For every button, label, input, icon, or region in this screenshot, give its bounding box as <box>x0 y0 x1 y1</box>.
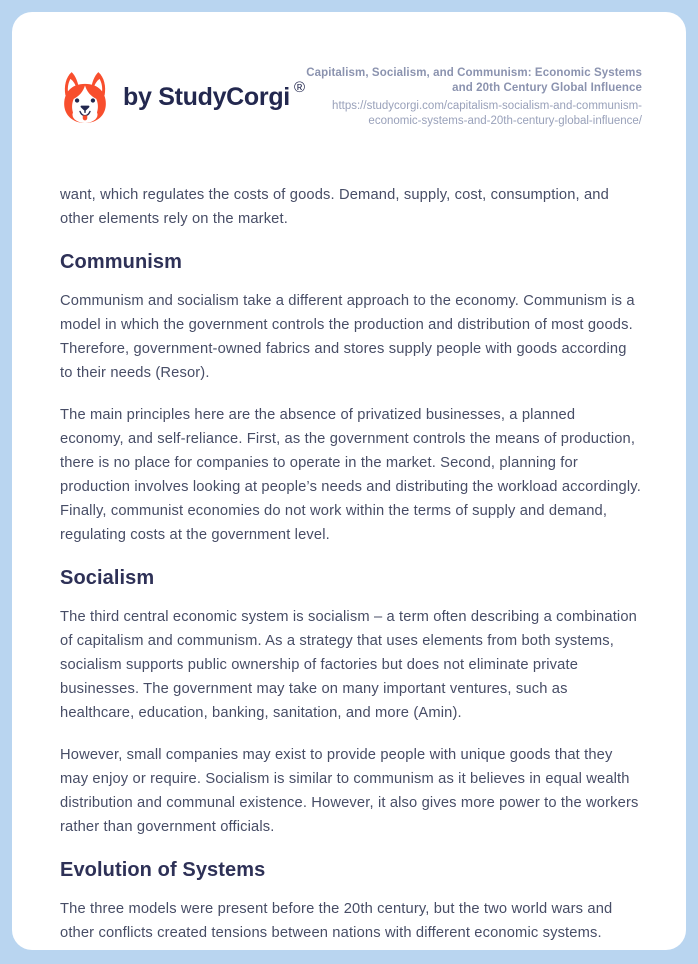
corgi-logo-icon <box>60 70 110 126</box>
header <box>60 66 642 129</box>
registered-trademark: ® <box>293 78 306 96</box>
source-url-link[interactable]: https://studycorgi.com/capitalism-socialism-and-communism-economic-systems-and-20th-century-global-influence/ <box>332 100 642 127</box>
heading-socialism: Socialism <box>60 567 155 589</box>
brand-name: by StudyCorgi <box>123 83 290 111</box>
heading-communism: Communism <box>60 251 183 273</box>
article-body <box>60 183 642 945</box>
paragraph-socialism-2: However, small companies may exist to provide people with unique goods that they may enjoy or require. Socialism is similar to communism as it believes in equal wealth distribution and communal existence. However, it also gives more power to the workers rather than government officials. <box>60 747 639 835</box>
document-meta <box>305 66 642 129</box>
paragraph-communism-1: Communism and socialism take a different approach to the economy. Communism is a model in which the government controls the production and distribution of most goods. Therefore, government-owned fabrics and stores supply people with goods according to their needs (Resor). <box>60 293 635 381</box>
document-title: Capitalism, Socialism, and Communism: Economic Systems and 20th Century Global Influence <box>306 67 642 94</box>
paragraph-communism-2: The main principles here are the absence of privatized businesses, a planned economy, and self-reliance. First, as the government controls the means of production, there is no place for companies to operate in the market. Second, planning for production involves looking at people’s needs and distributing the workload accordingly. Finally, communist economies do not work within the terms of supply and demand, regulating costs at the government level. <box>60 407 641 543</box>
studycorgi-brand-link[interactable] <box>60 70 305 126</box>
paragraph-intro-continuation: want, which regulates the costs of goods. Demand, supply, cost, consumption, and other elements rely on the market. <box>60 187 609 227</box>
heading-evolution-of-systems: Evolution of Systems <box>60 859 266 881</box>
paragraph-evolution-1: The three models were present before the 20th century, but the two world wars and other conflicts created tensions between nations with different economic systems. <box>60 901 613 941</box>
paragraph-socialism-1: The third central economic system is socialism – a term often describing a combination of capitalism and communism. As a strategy that uses elements from both systems, socialism supports public ownership of factories but does not eliminate private businesses. The government may take on many important ventures, such as healthcare, education, banking, sanitation, and more (Amin). <box>60 609 637 721</box>
article-card <box>12 12 686 950</box>
